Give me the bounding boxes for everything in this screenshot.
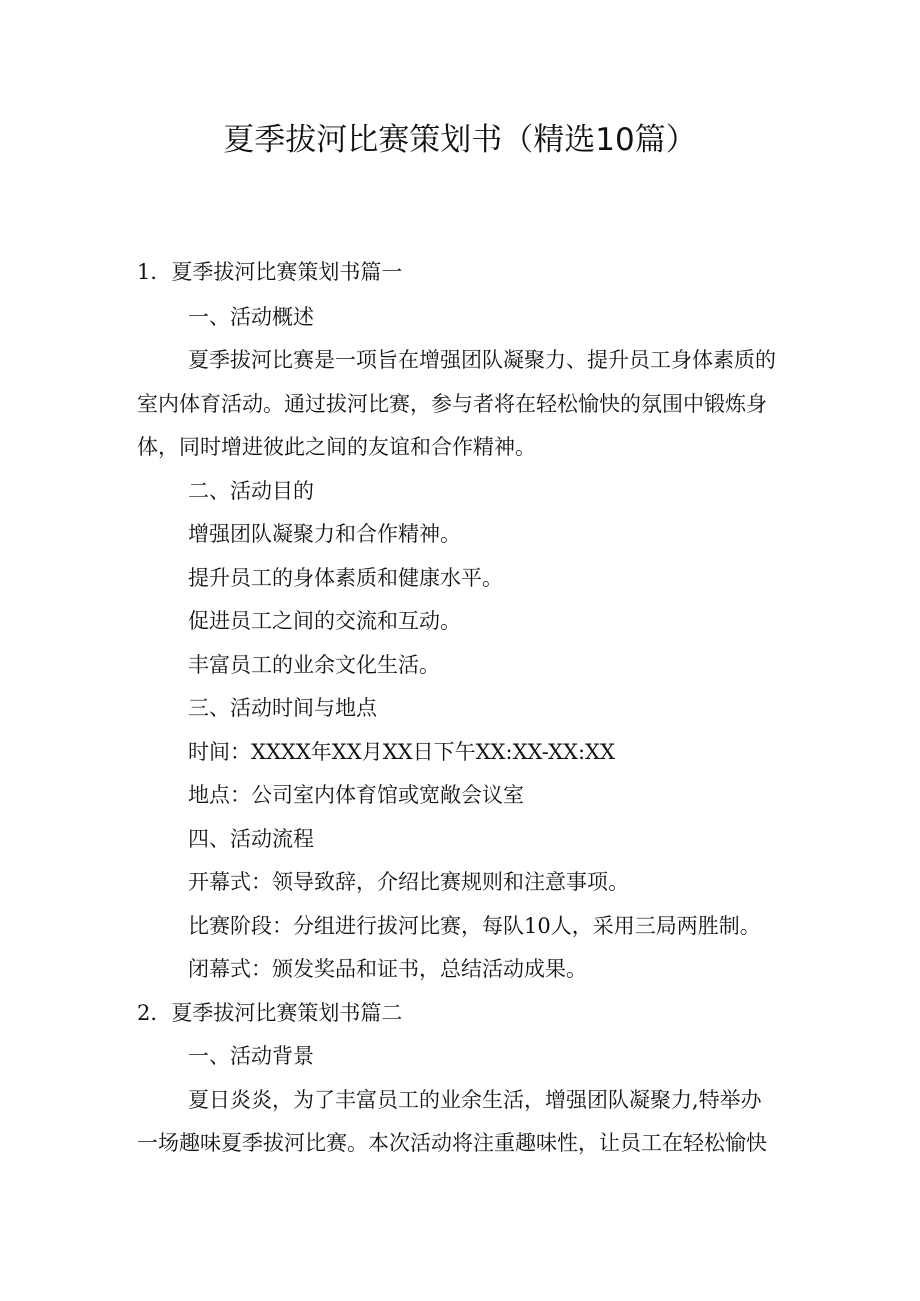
paragraph-line: 体，同时增进彼此之间的友谊和合作精神。: [137, 435, 536, 459]
paragraph-line: 室内体育活动。通过拔河比赛，参与者将在轻松愉快的氛围中锻炼身: [137, 392, 767, 416]
paragraph-line: 夏季拔河比赛是一项旨在增强团队凝聚力、提升员工身体素质的: [188, 348, 776, 372]
document-title: 夏季拔河比赛策划书（精选10篇）: [223, 122, 697, 158]
paragraph-line: 一场趣味夏季拔河比赛。本次活动将注重趣味性，让员工在轻松愉快: [137, 1131, 767, 1155]
subheading-time-place: 三、活动时间与地点: [188, 696, 377, 720]
list-item: 闭幕式：颁发奖品和证书，总结活动成果。: [188, 957, 587, 981]
list-item: 提升员工的身体素质和健康水平。: [188, 566, 503, 590]
section-heading-2: 2．夏季拔河比赛策划书篇二: [137, 1001, 403, 1025]
section-heading-1: 1．夏季拔河比赛策划书篇一: [137, 260, 403, 284]
subheading-overview: 一、活动概述: [188, 305, 314, 329]
time-line: 时间：XXXX年XX月XX日下午XX:XX-XX:XX: [188, 740, 615, 764]
place-line: 地点：公司室内体育馆或宽敞会议室: [188, 783, 524, 807]
list-item: 丰富员工的业余文化生活。: [188, 653, 440, 677]
list-item: 开幕式：领导致辞，介绍比赛规则和注意事项。: [188, 870, 629, 894]
subheading-background: 一、活动背景: [188, 1044, 314, 1068]
subheading-process: 四、活动流程: [188, 827, 314, 851]
list-item: 促进员工之间的交流和互动。: [188, 609, 461, 633]
list-item: 增强团队凝聚力和合作精神。: [188, 522, 461, 546]
list-item: 比赛阶段：分组进行拔河比赛，每队10人，采用三局两胜制。: [188, 914, 761, 938]
paragraph-line: 夏日炎炎，为了丰富员工的业余生活，增强团队凝聚力,特举办: [188, 1088, 762, 1112]
subheading-purpose: 二、活动目的: [188, 479, 314, 503]
